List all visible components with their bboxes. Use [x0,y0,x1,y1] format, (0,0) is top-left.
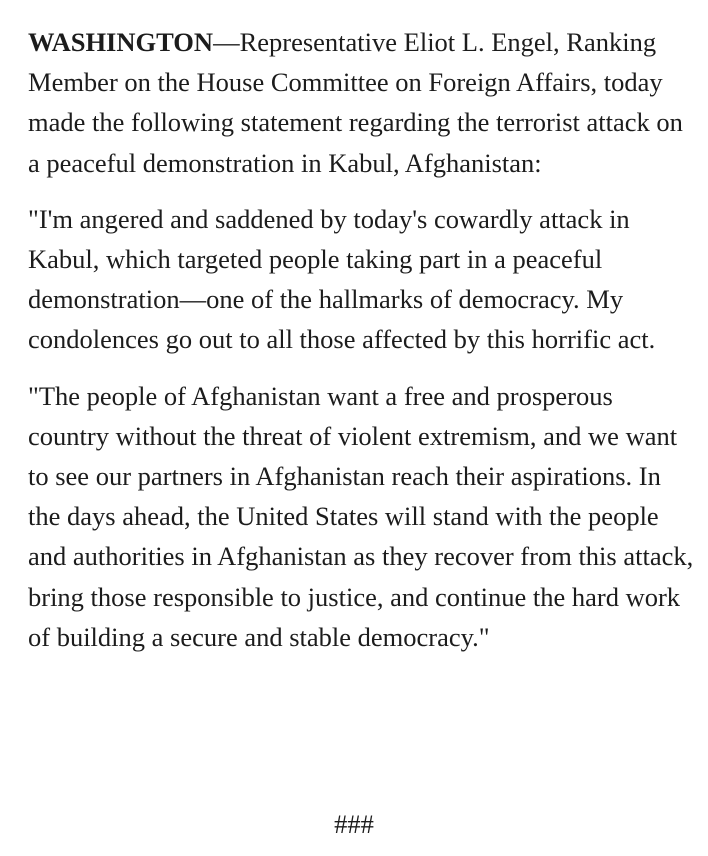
quote-paragraph-2: "The people of Afghanistan want a free and prosperous country without the threat of violent extremism, and we want to see our partners in Afghanistan reach their aspirations. In the days ahead, the United States will stand with the people and authorities in Afghanistan as they recover from this attack, bring those responsible to justice, and continue the hard work of building a secure and stable democracy." [28,380,694,652]
intro-text: —Representative Eliot L. Engel, Ranking Member on the House Committee on Foreign Affairs, today made the following statement regarding the terrorist attack on a peaceful demonstration in Kabul, Afghanistan: [28,27,683,178]
press-release-body [28,22,698,673]
quote-paragraph-1: "I'm angered and saddened by today's cowardly attack in Kabul, which targeted people taking part in a peaceful demonstration—one of the hallmarks of democracy. My condolences go out to all those affected by this horrific act. [28,203,656,355]
end-of-release-mark: ### [334,809,374,839]
intro-paragraph [28,22,698,183]
dateline: WASHINGTON [28,27,214,57]
